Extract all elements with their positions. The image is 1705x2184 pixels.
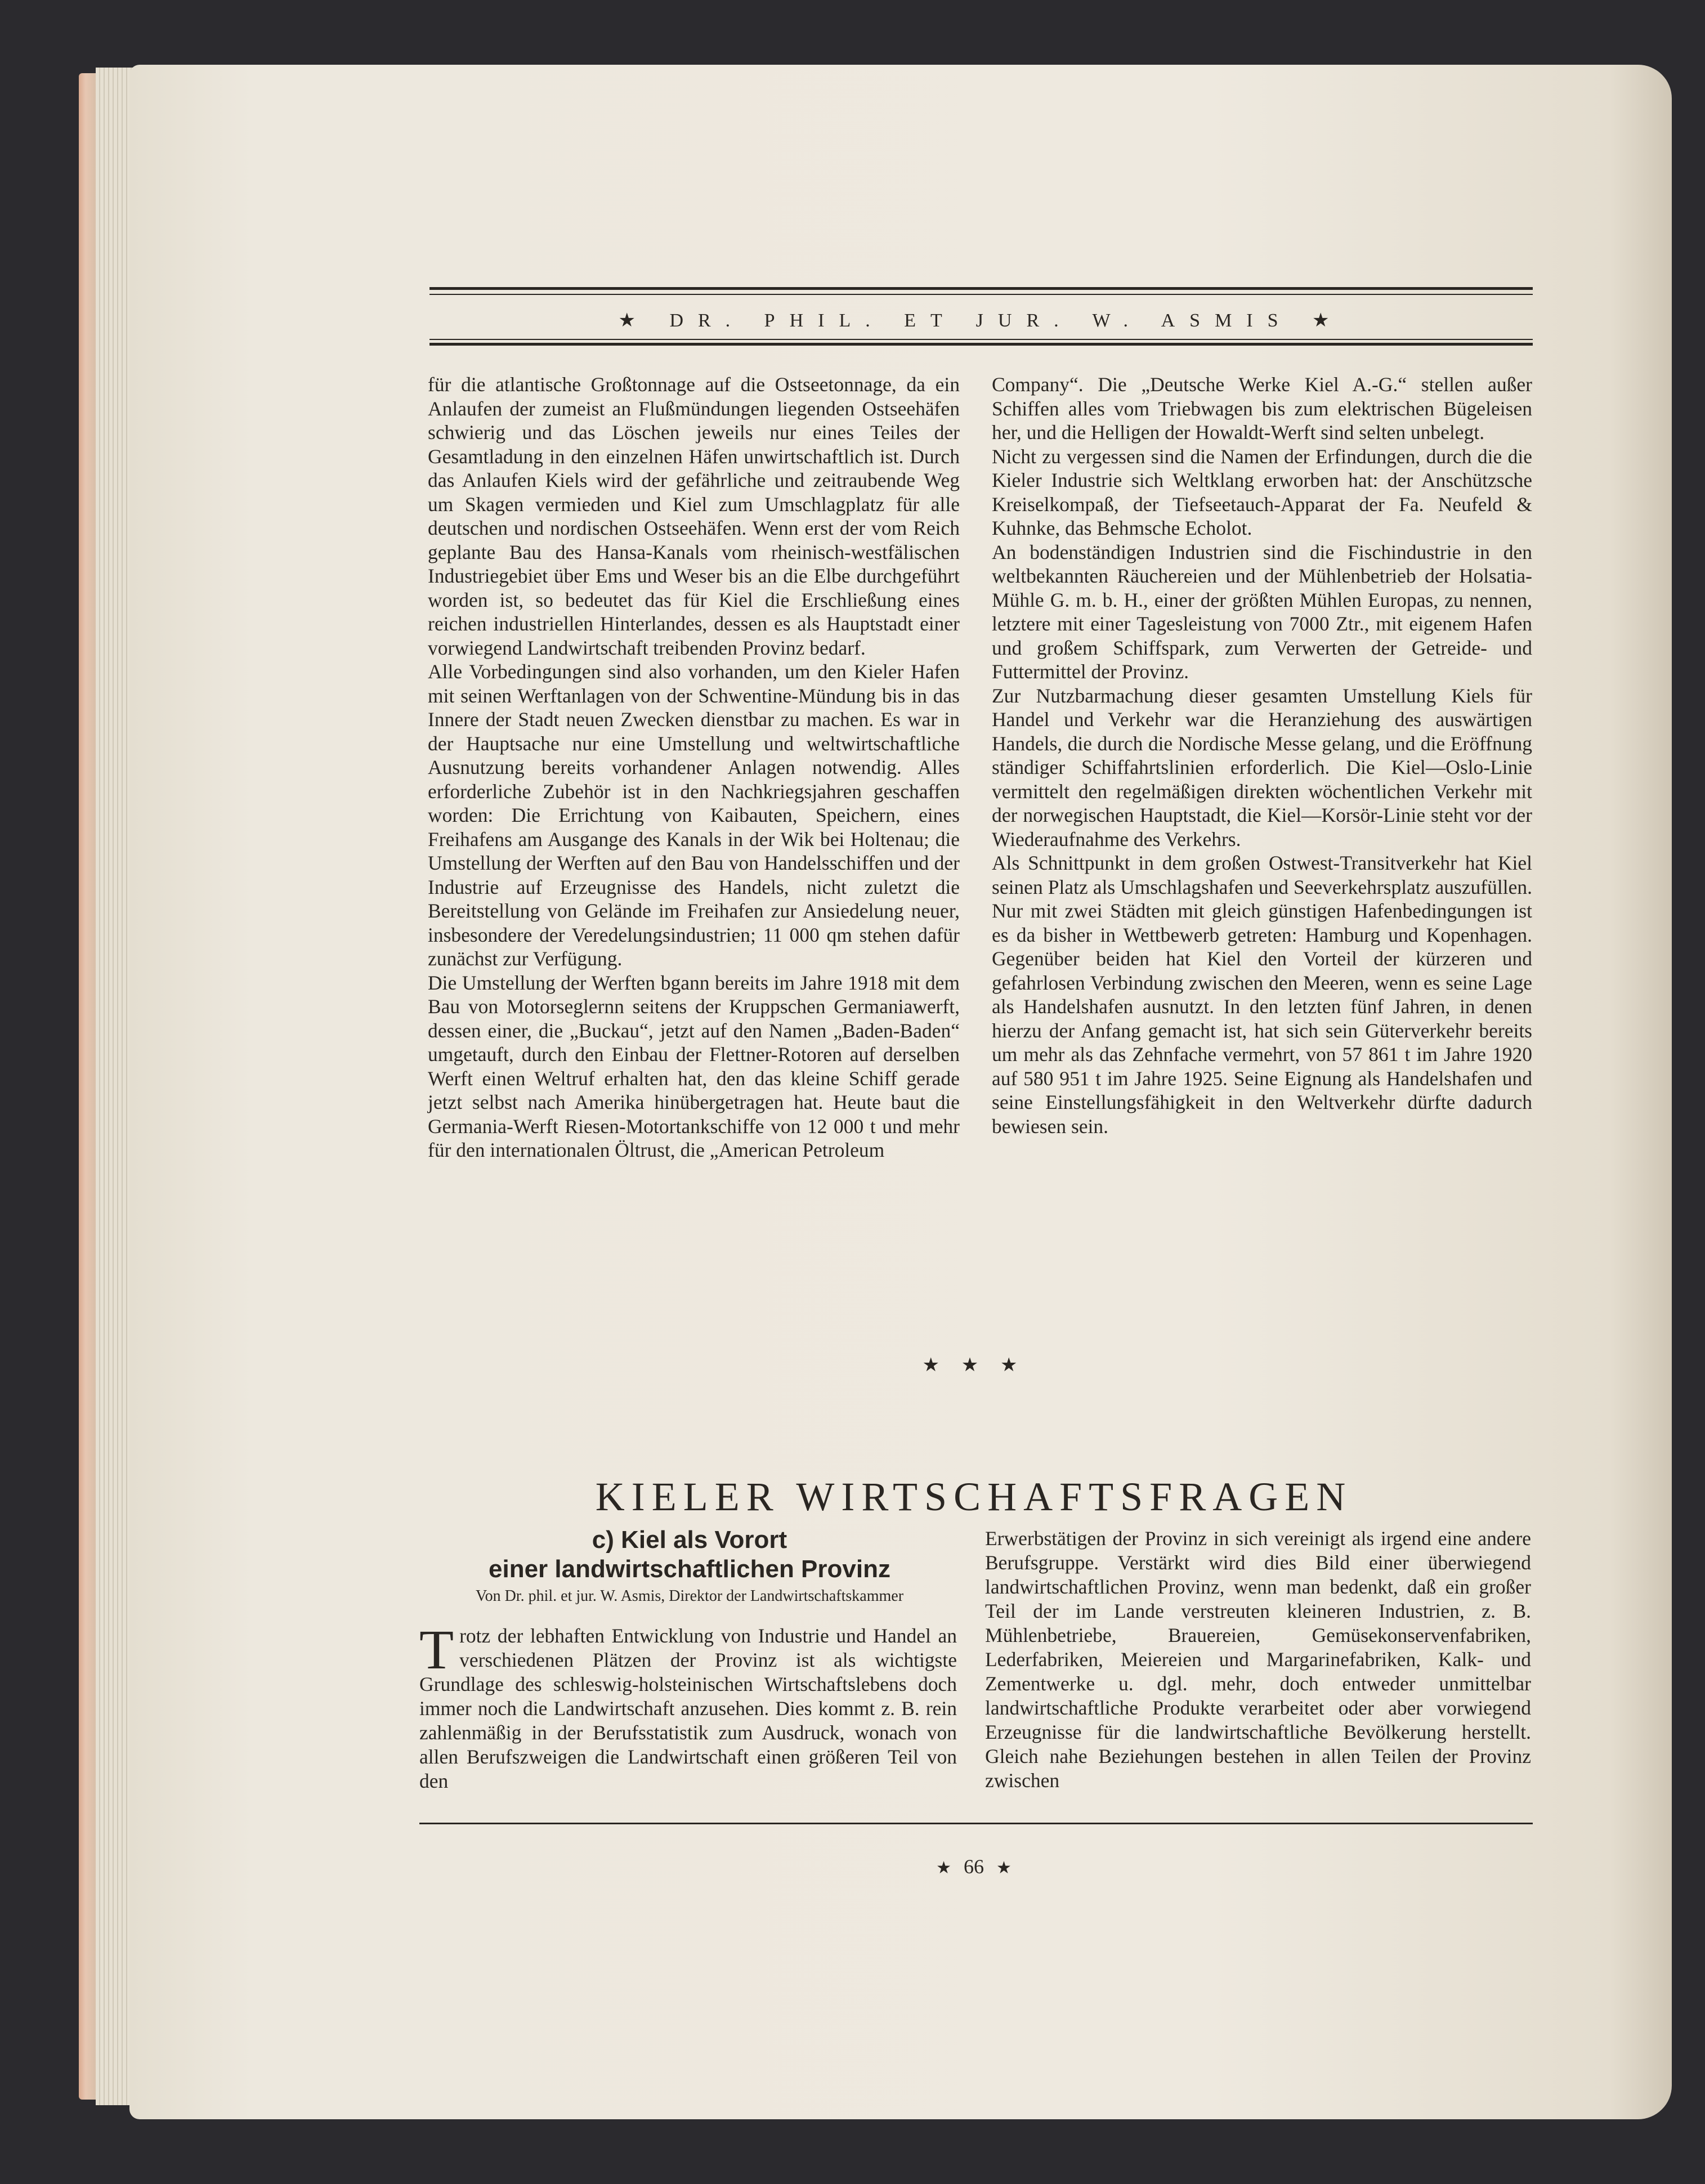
paragraph: Die Umstellung der Werften bgann bereits im Jahre 1918 mit dem Bau von Motorseglernn seitens der Kruppschen Germaniawerft, dessen einer, die „Buckau“, jetzt auf den Namen „Baden-Baden“ umgetauft, durch den Einbau der Flettner-Rotoren auf derselben Werft einen Weltruf erhalten hat, den das kleine Schiff gerade jetzt selbst nach Amerika hinübergetragen hat. Heute baut die Germania-Werft Riesen-Motortankschiffe von 12 000 t und mehr für den internationalen Öltrust, die „American Petroleum bbox=[428, 971, 960, 1161]
article-text-right: Erwerbstätigen der Provinz in sich vereinigt als irgend eine andere Berufsgruppe. Verstärkt wird dies Bild einer überwiegend landwirtschaftlichen Provinz, wenn man bedenkt, daß ein großer Teil der im Lande verstreuten kleineren Industrien, z. B. Mühlenbetriebe, Brauereien, Gemüsekonservenfabriken, Lederfabriken, Meiereien und Margarinefabriken, Kalk- und Zementwerke u. dgl. mehr, doch entweder unmittelbar landwirtschaftliche Produkte verarbeitet oder aber vorwiegend Erzeugnisse für die landwirtschaftliche Bevölkerung herstellt. Gleich nahe Beziehungen bestehen in allen Teilen der Provinz zwischen bbox=[985, 1527, 1531, 1792]
header-rule-bottom-thin bbox=[429, 339, 1533, 340]
paragraph: Company“. Die „Deutsche Werke Kiel A.-G.“ stellen außer Schiffen alles vom Triebwagen bis zum elektrischen Bügeleisen her, und die Helligen der Howaldt-Werft sind selten unbelegt. bbox=[992, 373, 1532, 444]
header-rule-top-thick bbox=[429, 287, 1533, 290]
page-number bbox=[878, 1855, 1069, 1878]
drop-cap: T bbox=[419, 1618, 454, 1681]
article-title: KIELER WIRTSCHAFTSFRAGEN bbox=[595, 1474, 1353, 1520]
subtitle-line-2: einer landwirtschaftlichen Provinz bbox=[489, 1555, 890, 1583]
running-head-text: ★ DR. PHIL. ET JUR. W. ASMIS ★ bbox=[618, 310, 1344, 331]
paragraph: Nicht zu vergessen sind die Namen der Erfindungen, durch die die Kieler Industrie sich Weltklang erworben hat: der Anschützsche Kreiselkompaß, der Tiefseetauch-Apparat der Fa. Neufeld & Kuhnke, das Behmsche Echolot. bbox=[992, 445, 1532, 539]
folio-number: 66 bbox=[964, 1855, 984, 1878]
text-column-right bbox=[992, 373, 1532, 1138]
folio-star-left: ★ bbox=[936, 1859, 951, 1877]
footer-rule bbox=[419, 1823, 1533, 1824]
running-header bbox=[429, 287, 1533, 343]
page-stack-edge bbox=[79, 73, 96, 2100]
paragraph: für die atlantische Großtonnage auf die Ostseetonnage, da ein Anlaufen der zumeist an Flußmündungen liegenden Ostseehäfen schwierig und das Löschen jeweils nur eines Teiles der Gesamtladung in den einzelnen Häfen unwirtschaftlich ist. Durch das Anlaufen Kiels wird der gefährliche und zeitraubende Weg um Skagen vermieden und Kiel zum Umschlagplatz für alle deutschen und nordischen Ostseehäfen. Wenn erst der vom Reich geplante Bau des Hansa-Kanals vom rheinisch-westfälischen Industriegebiet über Ems und Weser bis an die Elbe durchgeführt worden ist, so bedeutet das für Kiel die Erschließung eines reichen industriellen Hinterlandes, dessen es als Hauptstadt einer vorwiegend Landwirtschaft treibenden Provinz bedarf. bbox=[428, 373, 960, 659]
article-text-left: rotz der lebhaften Entwicklung von Industrie und Handel an verschiedenen Plätzen der Provinz ist als wichtigste Grundlage des schleswig-holsteinischen Wirtschaftslebens doch immer noch die Landwirtschaft anzusehen. Dies kommt z. B. rein zahlenmäßig in der Berufsstatistik zum Ausdruck, wonach von allen Berufszweigen die Landwirtschaft einen größeren Teil von den bbox=[419, 1624, 957, 1792]
article-subtitle bbox=[419, 1525, 960, 1584]
folio-star-right: ★ bbox=[996, 1859, 1012, 1877]
article-column-left bbox=[419, 1618, 957, 1793]
paragraph: Alle Vorbedingungen sind also vorhanden, um den Kieler Hafen mit seinen Werftanlagen von der Schwentine-Mündung bis in das Innere der Stadt neuen Zwecken dienstbar zu machen. Es war in der Hauptsache nur eine Umstellung und weltwirtschaftliche Ausnutzung bereits vorhandener Anlagen notwendig. Alles erforderliche Zubehör ist in den Nachkriegsjahren geschaffen worden: Die Errichtung von Kaibauten, Speichern, eines Freihafens am Ausgange des Kanals in der Wik bei Holtenau; die Umstellung der Werften auf den Bau von Handelsschiffen und der Industrie auf Erzeugnisse des Handels, nicht zuletzt die Bereitstellung von Gelände im Freihafen zur Ansiedelung neuer, insbesondere der Veredelungsindustrien; 11 000 qm stehen dafür zunächst zur Verfügung. bbox=[428, 660, 960, 970]
paragraph: Zur Nutzbarmachung dieser gesamten Umstellung Kiels für Handel und Verkehr war die Heranziehung des auswärtigen Handels, die durch die Nordische Messe gelang, und die Eröffnung ständiger Schiffahrtslinien erforderlich. Die Kiel—Oslo-Linie vermittelt den regelmäßigen direkten wöchentlichen Verkehr mit der norwegischen Hauptstadt, die Kiel—Korsör-Linie steht vor der Wiederaufnahme des Verkehrs. bbox=[992, 684, 1532, 851]
paragraph: Als Schnittpunkt in dem großen Ostwest-Transitverkehr hat Kiel seinen Platz als Umschlagshafen und Seeverkehrsplatz auszufüllen. Nur mit zwei Städten mit gleich günstigen Hafenbedingungen ist es da bisher in Wettbewerb getreten: Hamburg und Kopenhagen. Gegenüber beiden hat Kiel den Vorteil der kürzeren und gefahrlosen Verbindung zwischen den Meeren, wenn es seine Lage als Handelshafen ausnutzt. In den letzten fünf Jahren, in denen hierzu der Anfang gemacht ist, hat sich sein Güterverkehr bereits um mehr als das Zehnfache vermehrt, von 57 861 t im Jahre 1920 auf 580 951 t im Jahre 1925. Seine Eignung als Handelshafen und seine Einstellungsfähigkeit in den Weltverkehr dürfte dadurch bewiesen sein. bbox=[992, 852, 1532, 1138]
article-column-right bbox=[985, 1527, 1531, 1793]
subtitle-line-1: c) Kiel als Vorort bbox=[592, 1526, 787, 1554]
header-rule-top-thin bbox=[429, 294, 1533, 295]
paragraph: An bodenständigen Industrien sind die Fischindustrie in den weltbekannten Räuchereien und der Mühlenbetrieb der Holsatia-Mühle G. m. b. H., einer der größten Mühlen Europas, zu nennen, letztere mit einer Tagesleistung von 7000 Ztr., mit eigenem Hafen und großem Schiffspark, zum Verwerten der Getreide- und Futtermittel der Provinz. bbox=[992, 540, 1532, 683]
section-separator: ★ ★ ★ bbox=[922, 1354, 1026, 1376]
byline: Von Dr. phil. et jur. W. Asmis, Direktor der Landwirtschaftskammer bbox=[475, 1587, 904, 1605]
header-rule-bottom-thick bbox=[429, 343, 1533, 346]
text-column-left bbox=[428, 373, 960, 1162]
